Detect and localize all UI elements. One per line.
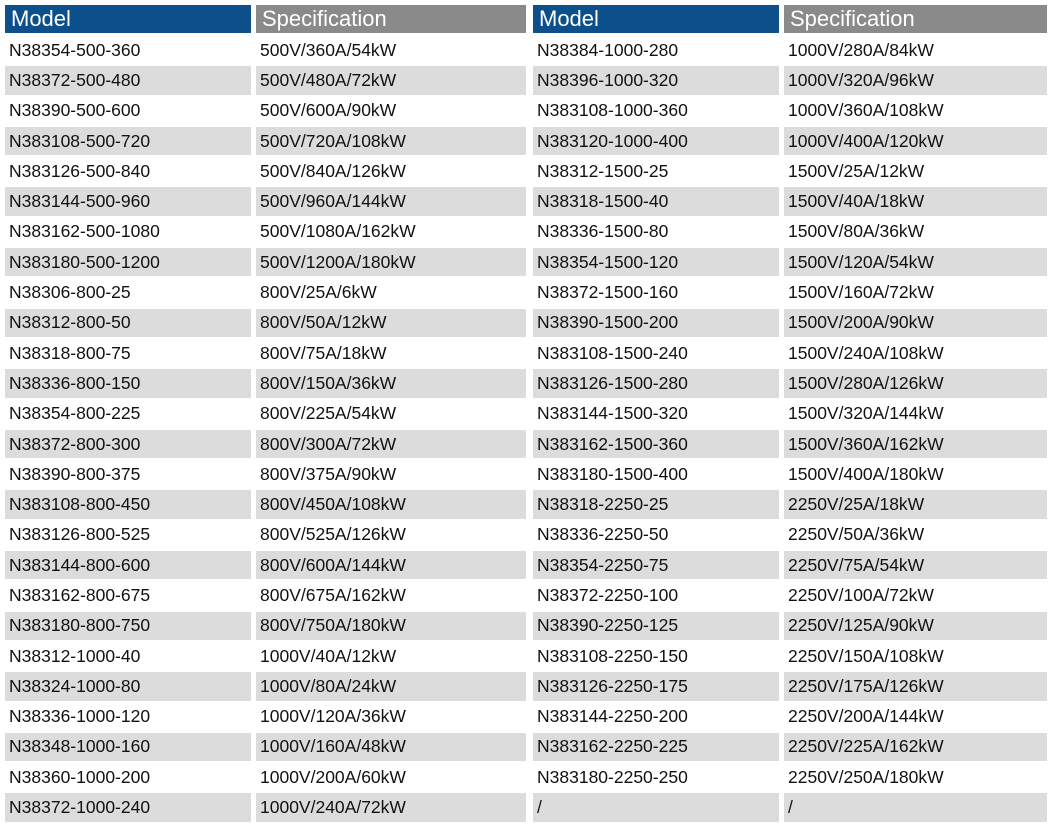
specification-cell: 500V/600A/90kW [256, 97, 526, 127]
model-cell: N38312-1000-40 [5, 642, 251, 672]
specification-cell: 1000V/400A/120kW [784, 127, 1047, 157]
model-cell: N383162-2250-225 [533, 733, 779, 763]
specification-cell: 800V/225A/54kW [256, 400, 526, 430]
specification-cell: 800V/675A/162kW [256, 581, 526, 611]
specification-cell: 1500V/280A/126kW [784, 369, 1047, 399]
specification-cell: 1000V/280A/84kW [784, 36, 1047, 66]
specification-cell: 2250V/100A/72kW [784, 581, 1047, 611]
table-row [533, 278, 1047, 308]
model-cell: N38306-800-25 [5, 278, 251, 308]
model-cell: N383144-500-960 [5, 187, 251, 217]
specification-cell: 1500V/360A/162kW [784, 430, 1047, 460]
specification-cell: 1500V/120A/54kW [784, 248, 1047, 278]
specification-cell: 500V/1080A/162kW [256, 218, 526, 248]
model-cell: N38372-2250-100 [533, 581, 779, 611]
model-cell: N38336-1000-120 [5, 703, 251, 733]
model-cell: N383108-2250-150 [533, 642, 779, 672]
model-cell: N38372-1000-240 [5, 793, 251, 823]
model-header: Model [533, 5, 779, 33]
specification-cell: 800V/750A/180kW [256, 612, 526, 642]
table-row [5, 581, 526, 611]
model-cell: N383162-500-1080 [5, 218, 251, 248]
model-cell: N38372-500-480 [5, 66, 251, 96]
specification-cell: 2250V/75A/54kW [784, 551, 1047, 581]
model-cell: N383108-1000-360 [533, 97, 779, 127]
model-cell: N38360-1000-200 [5, 763, 251, 793]
specification-cell: 800V/150A/36kW [256, 369, 526, 399]
model-cell: N383180-800-750 [5, 612, 251, 642]
model-cell: N38354-2250-75 [533, 551, 779, 581]
specification-cell: 2250V/25A/18kW [784, 490, 1047, 520]
table-row [533, 793, 1047, 823]
table-row [533, 339, 1047, 369]
model-cell: N38336-2250-50 [533, 521, 779, 551]
model-cell: N383108-800-450 [5, 490, 251, 520]
specification-cell: 1500V/240A/108kW [784, 339, 1047, 369]
table-row [533, 430, 1047, 460]
table-row [533, 460, 1047, 490]
specification-cell: 1000V/200A/60kW [256, 763, 526, 793]
model-cell: N383144-1500-320 [533, 400, 779, 430]
specification-cell: 1500V/25A/12kW [784, 157, 1047, 187]
specification-cell: 2250V/50A/36kW [784, 521, 1047, 551]
table-row [5, 430, 526, 460]
model-cell: N383120-1000-400 [533, 127, 779, 157]
table-row [5, 97, 526, 127]
table-body-right [533, 36, 1047, 824]
specification-cell: 1000V/360A/108kW [784, 97, 1047, 127]
specification-cell: 800V/25A/6kW [256, 278, 526, 308]
model-cell: N383162-800-675 [5, 581, 251, 611]
model-cell: N383126-500-840 [5, 157, 251, 187]
table-left [5, 5, 526, 835]
model-cell: N38318-2250-25 [533, 490, 779, 520]
table-row [5, 66, 526, 96]
spec-table [5, 5, 1047, 835]
model-cell: N38312-1500-25 [533, 157, 779, 187]
table-row [533, 157, 1047, 187]
table-row [5, 36, 526, 66]
table-row [5, 278, 526, 308]
table-row [5, 339, 526, 369]
table-row [533, 763, 1047, 793]
table-row [5, 551, 526, 581]
specification-cell: / [784, 793, 1047, 823]
table-row [5, 127, 526, 157]
specification-cell: 2250V/175A/126kW [784, 672, 1047, 702]
specification-cell: 1000V/40A/12kW [256, 642, 526, 672]
table-row [5, 460, 526, 490]
specification-cell: 2250V/250A/180kW [784, 763, 1047, 793]
specification-cell: 1000V/320A/96kW [784, 66, 1047, 96]
table-row [533, 97, 1047, 127]
model-cell: N38354-800-225 [5, 400, 251, 430]
specification-header: Specification [256, 5, 526, 33]
table-row [533, 248, 1047, 278]
model-cell: N38348-1000-160 [5, 733, 251, 763]
specification-cell: 2250V/225A/162kW [784, 733, 1047, 763]
model-header: Model [5, 5, 251, 33]
specification-cell: 2250V/125A/90kW [784, 612, 1047, 642]
model-cell: N383180-1500-400 [533, 460, 779, 490]
table-row [5, 672, 526, 702]
specification-cell: 1000V/120A/36kW [256, 703, 526, 733]
table-row [5, 763, 526, 793]
table-row [533, 400, 1047, 430]
table-row [5, 490, 526, 520]
model-cell: N383108-500-720 [5, 127, 251, 157]
specification-cell: 500V/480A/72kW [256, 66, 526, 96]
table-row [533, 187, 1047, 217]
table-row [5, 612, 526, 642]
table-row [533, 642, 1047, 672]
table-row [5, 642, 526, 672]
specification-cell: 800V/50A/12kW [256, 309, 526, 339]
model-cell: N383126-2250-175 [533, 672, 779, 702]
model-cell: N38390-800-375 [5, 460, 251, 490]
table-row [533, 733, 1047, 763]
specification-cell: 2250V/200A/144kW [784, 703, 1047, 733]
table-body-left [5, 36, 526, 824]
table-row [5, 157, 526, 187]
specification-cell: 1500V/320A/144kW [784, 400, 1047, 430]
table-row [5, 309, 526, 339]
model-cell: N38390-1500-200 [533, 309, 779, 339]
model-cell: N38372-800-300 [5, 430, 251, 460]
table-row [5, 703, 526, 733]
specification-cell: 1500V/200A/90kW [784, 309, 1047, 339]
model-cell: N383126-1500-280 [533, 369, 779, 399]
model-cell: N383180-500-1200 [5, 248, 251, 278]
specification-cell: 500V/960A/144kW [256, 187, 526, 217]
specification-cell: 1500V/40A/18kW [784, 187, 1047, 217]
table-row [533, 581, 1047, 611]
specification-cell: 800V/600A/144kW [256, 551, 526, 581]
table-row [533, 521, 1047, 551]
table-row [5, 733, 526, 763]
table-row [5, 369, 526, 399]
specification-cell: 800V/300A/72kW [256, 430, 526, 460]
specification-cell: 1000V/80A/24kW [256, 672, 526, 702]
specification-cell: 1500V/400A/180kW [784, 460, 1047, 490]
table-header [5, 5, 526, 33]
specification-cell: 800V/75A/18kW [256, 339, 526, 369]
specification-cell: 2250V/150A/108kW [784, 642, 1047, 672]
specification-cell: 1000V/160A/48kW [256, 733, 526, 763]
table-row [533, 551, 1047, 581]
table-row [533, 490, 1047, 520]
model-cell: N38372-1500-160 [533, 278, 779, 308]
model-cell: N38336-1500-80 [533, 218, 779, 248]
model-cell: N38354-500-360 [5, 36, 251, 66]
table-row [5, 400, 526, 430]
table-row [5, 218, 526, 248]
specification-header: Specification [784, 5, 1047, 33]
specification-cell: 1500V/160A/72kW [784, 278, 1047, 308]
specification-cell: 500V/360A/54kW [256, 36, 526, 66]
table-row [533, 218, 1047, 248]
model-cell: N383180-2250-250 [533, 763, 779, 793]
table-row [533, 66, 1047, 96]
table-row [5, 248, 526, 278]
specification-cell: 800V/450A/108kW [256, 490, 526, 520]
table-row [533, 309, 1047, 339]
table-header [533, 5, 1047, 33]
table-row [533, 36, 1047, 66]
specification-cell: 1000V/240A/72kW [256, 793, 526, 823]
table-row [5, 793, 526, 823]
model-cell: N383162-1500-360 [533, 430, 779, 460]
table-row [533, 703, 1047, 733]
table-row [533, 369, 1047, 399]
model-cell: N383144-800-600 [5, 551, 251, 581]
model-cell: N38324-1000-80 [5, 672, 251, 702]
table-right [533, 5, 1047, 835]
model-cell: N38336-800-150 [5, 369, 251, 399]
model-cell: N38318-1500-40 [533, 187, 779, 217]
specification-cell: 800V/375A/90kW [256, 460, 526, 490]
specification-cell: 500V/840A/126kW [256, 157, 526, 187]
model-cell: N38396-1000-320 [533, 66, 779, 96]
table-row [5, 521, 526, 551]
table-row [5, 187, 526, 217]
model-cell: N383126-800-525 [5, 521, 251, 551]
model-cell: N38390-500-600 [5, 97, 251, 127]
table-row [533, 127, 1047, 157]
table-row [533, 672, 1047, 702]
model-cell: N38390-2250-125 [533, 612, 779, 642]
model-cell: N38384-1000-280 [533, 36, 779, 66]
table-row [533, 612, 1047, 642]
model-cell: / [533, 793, 779, 823]
specification-cell: 500V/720A/108kW [256, 127, 526, 157]
specification-cell: 800V/525A/126kW [256, 521, 526, 551]
specification-cell: 1500V/80A/36kW [784, 218, 1047, 248]
model-cell: N38312-800-50 [5, 309, 251, 339]
model-cell: N38318-800-75 [5, 339, 251, 369]
specification-cell: 500V/1200A/180kW [256, 248, 526, 278]
model-cell: N383108-1500-240 [533, 339, 779, 369]
model-cell: N383144-2250-200 [533, 703, 779, 733]
model-cell: N38354-1500-120 [533, 248, 779, 278]
